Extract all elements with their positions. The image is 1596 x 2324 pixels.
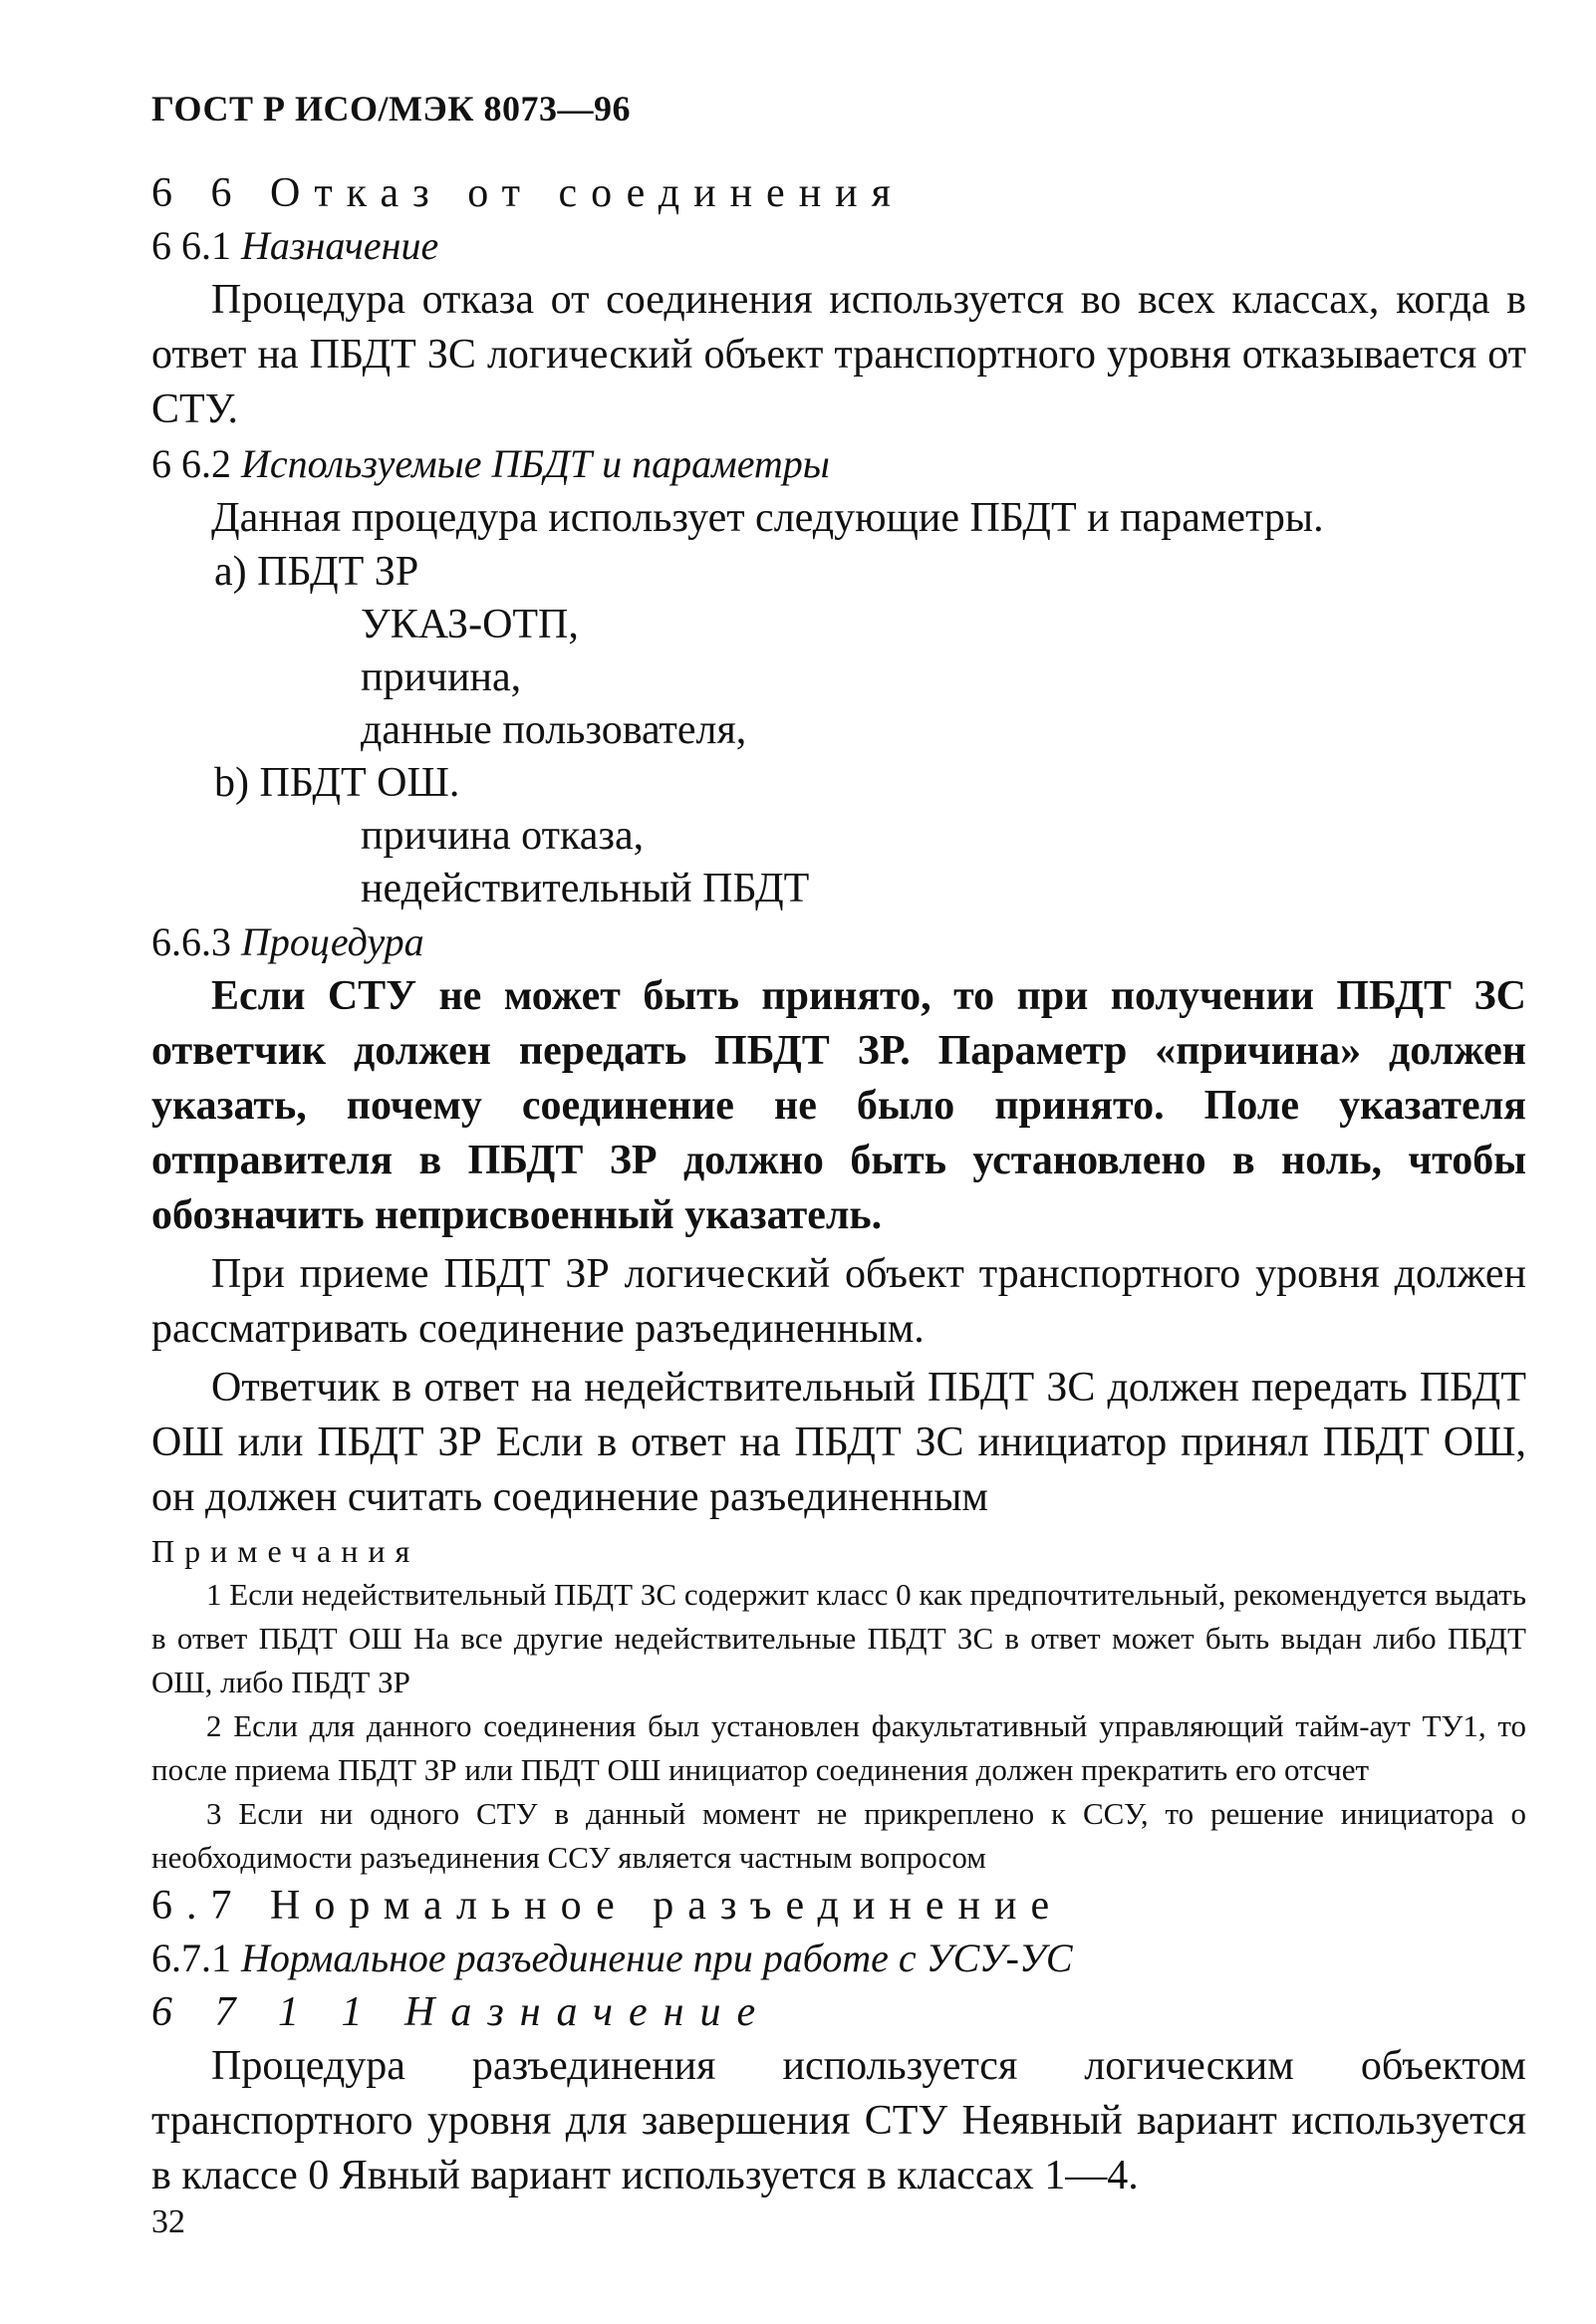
document-header: ГОСТ Р ИСО/МЭК 8073—96 xyxy=(151,89,631,129)
subsection-number: 6.7.1 xyxy=(151,1936,231,1980)
paragraph: Если СТУ не может быть принято, то при получении ПБДТ ЗС ответчик должен передать ПБДТ ЗР. Параметр «причина» должен указать, почему соединение не было принято. Поле указателя отправителя в ПБДТ ЗР должно быть установлено в ноль, чтобы обозначить неприсвоенный указатель. xyxy=(151,973,1526,1238)
subsection-6-6-3-heading xyxy=(151,915,1526,969)
list-item-a-param: УКАЗ-ОТП, xyxy=(361,602,579,647)
section-6-7-title: 6.7 Нормальное разъединение xyxy=(151,1883,1064,1929)
list-item-b-param: причина отказа, xyxy=(361,813,645,859)
subsection-number: 6.6.3 xyxy=(151,919,231,964)
note-2: 2 Если для данного соединения был установлен факультативный управляющий тайм-аут ТУ1, то после приема ПБДТ ЗР или ПБДТ ОШ инициатор соединения должен прекратить его отсчет xyxy=(151,1708,1526,1787)
subsection-title: Процедура xyxy=(241,919,424,964)
subsection-title: Назначение xyxy=(241,223,439,268)
subsection-number: 6 6.1 xyxy=(151,223,231,268)
paragraph: Данная процедура использует следующие ПБДТ и параметры. xyxy=(211,495,1324,541)
subsection-6-6-1-heading xyxy=(151,219,1526,273)
note-3: 3 Если ни одного СТУ в данный момент не прикреплено к ССУ, то решение инициатора о необходимости разъединения ССУ является частным вопросом xyxy=(151,1796,1526,1875)
notes-heading: Примечания xyxy=(151,1533,420,1569)
subsection-6-7-1-1-heading: 6 7 1 1 Назначение xyxy=(151,1989,772,2035)
list-item-a-param: данные пользователя, xyxy=(361,707,747,753)
page-number: 32 xyxy=(151,2203,185,2240)
paragraph: Процедура отказа от соединения используется во всех классах, когда в ответ на ПБДТ ЗС логический объект транспортного уровня отказывается от СТУ. xyxy=(151,277,1526,432)
paragraph: Ответчик в ответ на недействительный ПБДТ ЗС должен передать ПБДТ ОШ или ПБДТ ЗР Если в ответ на ПБДТ ЗС инициатор принял ПБДТ ОШ, он должен считать соединение разъединенным xyxy=(151,1365,1526,1520)
subsection-number: 6 6.2 xyxy=(151,441,231,486)
subsection-title: Нормальное разъединение при работе с УСУ-УС xyxy=(241,1936,1073,1980)
paragraph: При приеме ПБДТ ЗР логический объект транспортного уровня должен рассматривать соединение разъединенным. xyxy=(151,1251,1526,1352)
list-item-b: b) ПБДТ ОШ. xyxy=(214,760,460,806)
list-item-b-param: недействительный ПБДТ xyxy=(361,866,810,911)
paragraph: Процедура разъединения используется логическим объектом транспортного уровня для завершения СТУ Неявный вариант используется в классе 0 Явный вариант используется в классах 1—4. xyxy=(151,2043,1526,2198)
list-item-a-param: причина, xyxy=(361,654,522,700)
subsection-6-6-2-heading xyxy=(151,437,1526,491)
document-body xyxy=(151,167,1526,2203)
list-item-a: а) ПБДТ ЗР xyxy=(214,549,419,595)
subsection-title: Используемые ПБДТ и параметры xyxy=(241,441,830,486)
note-1: 1 Если недействительный ПБДТ ЗС содержит класс 0 как предпочтительный, рекомендуется выдать в ответ ПБДТ ОШ На все другие недействительные ПБДТ ЗС в ответ может быть выдан либо ПБДТ ОШ, либо ПБДТ ЗР xyxy=(151,1577,1526,1699)
section-6-6-title: 6 6 Отказ от соединения xyxy=(151,170,905,216)
subsection-6-7-1-heading xyxy=(151,1932,1526,1985)
